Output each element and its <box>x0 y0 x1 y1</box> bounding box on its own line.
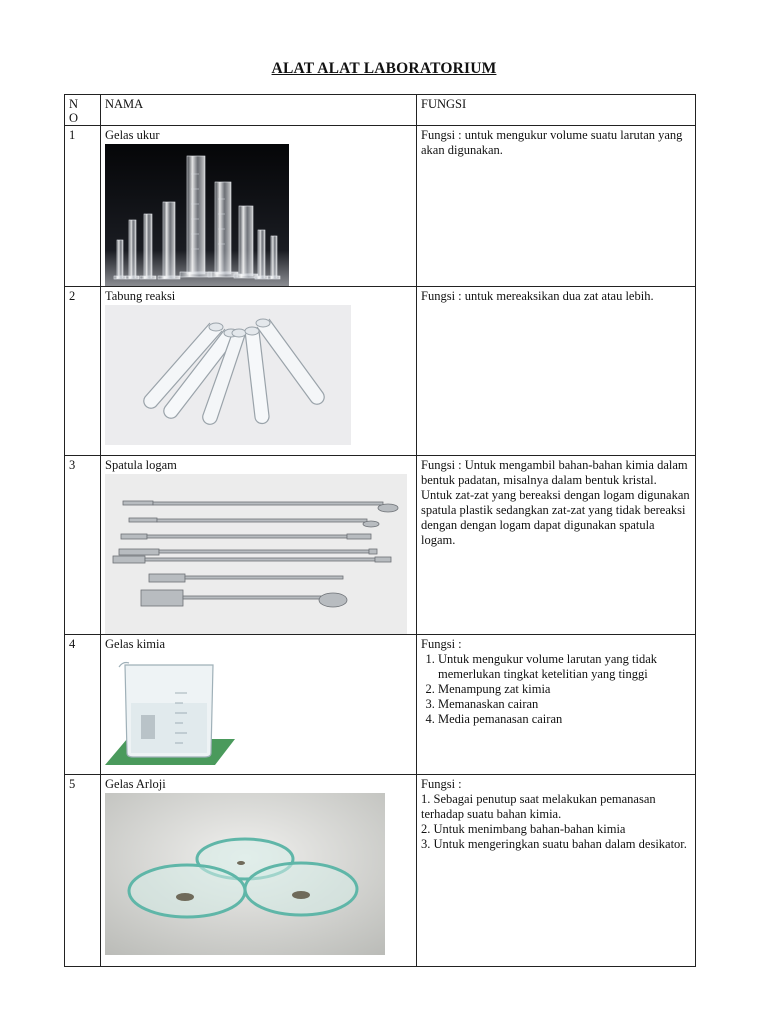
function-line: 1. Sebagai penutup saat melakukan pemanasan terhadap suatu bahan kimia. <box>421 792 656 821</box>
row-name-cell <box>101 126 417 287</box>
header-no-line2: O <box>69 111 79 125</box>
row-number: 1 <box>65 126 101 287</box>
list-item: 4. Media pemanasan cairan <box>438 712 691 727</box>
row-function <box>417 775 696 967</box>
row-name: Gelas ukur <box>105 128 160 142</box>
row-number: 2 <box>65 287 101 456</box>
function-heading: Fungsi : <box>421 777 462 791</box>
row-name-cell <box>101 635 417 775</box>
row-name: Tabung reaksi <box>105 289 176 303</box>
list-item: 2. Menampung zat kimia <box>438 682 691 697</box>
row-number: 3 <box>65 456 101 635</box>
header-fungsi: FUNGSI <box>417 95 696 126</box>
function-heading: Fungsi : <box>421 637 462 651</box>
watch-glasses-image <box>105 793 385 955</box>
function-line: 2. Untuk menimbang bahan-bahan kimia <box>421 822 626 836</box>
metal-spatulas-image <box>105 474 407 634</box>
header-nama: NAMA <box>101 95 417 126</box>
list-item: 1. Untuk mengukur volume larutan yang tidak memerlukan tingkat ketelitian yang tinggi <box>438 652 691 682</box>
lab-equipment-table <box>64 94 696 967</box>
row-name-cell <box>101 775 417 967</box>
row-name-cell <box>101 287 417 456</box>
measuring-cylinders-image <box>105 144 289 286</box>
row-name: Spatula logam <box>105 458 177 472</box>
header-no-line1: N <box>69 97 79 111</box>
row-function: Fungsi : untuk mereaksikan dua zat atau lebih. <box>417 287 696 456</box>
list-item: 3. Memanaskan cairan <box>438 697 691 712</box>
row-function: Fungsi : Untuk mengambil bahan-bahan kimia dalam bentuk padatan, misalnya dalam bentuk kristal. Untuk zat-zat yang bereaksi dengan logam digunakan spatula plastik sedangkan zat-zat yang tidak bereaksi dengan dengan logam dapat digunakan spatula logam. <box>417 456 696 635</box>
table-header-row <box>65 95 696 126</box>
function-list <box>421 652 691 727</box>
row-number: 4 <box>65 635 101 775</box>
table-row <box>65 456 696 635</box>
function-line: 3. Untuk mengeringkan suatu bahan dalam desikator. <box>421 837 687 851</box>
table-row <box>65 287 696 456</box>
table-row <box>65 126 696 287</box>
row-function: Fungsi : untuk mengukur volume suatu larutan yang akan digunakan. <box>417 126 696 287</box>
row-function <box>417 635 696 775</box>
document-title: ALAT ALAT LABORATORIUM <box>271 60 497 77</box>
row-name: Gelas kimia <box>105 637 166 651</box>
beaker-image <box>105 653 235 773</box>
table-row <box>65 635 696 775</box>
row-name: Gelas Arloji <box>105 777 166 791</box>
row-name-cell <box>101 456 417 635</box>
header-no <box>65 95 101 126</box>
row-number: 5 <box>65 775 101 967</box>
test-tubes-image <box>105 305 351 445</box>
table-row <box>65 775 696 967</box>
